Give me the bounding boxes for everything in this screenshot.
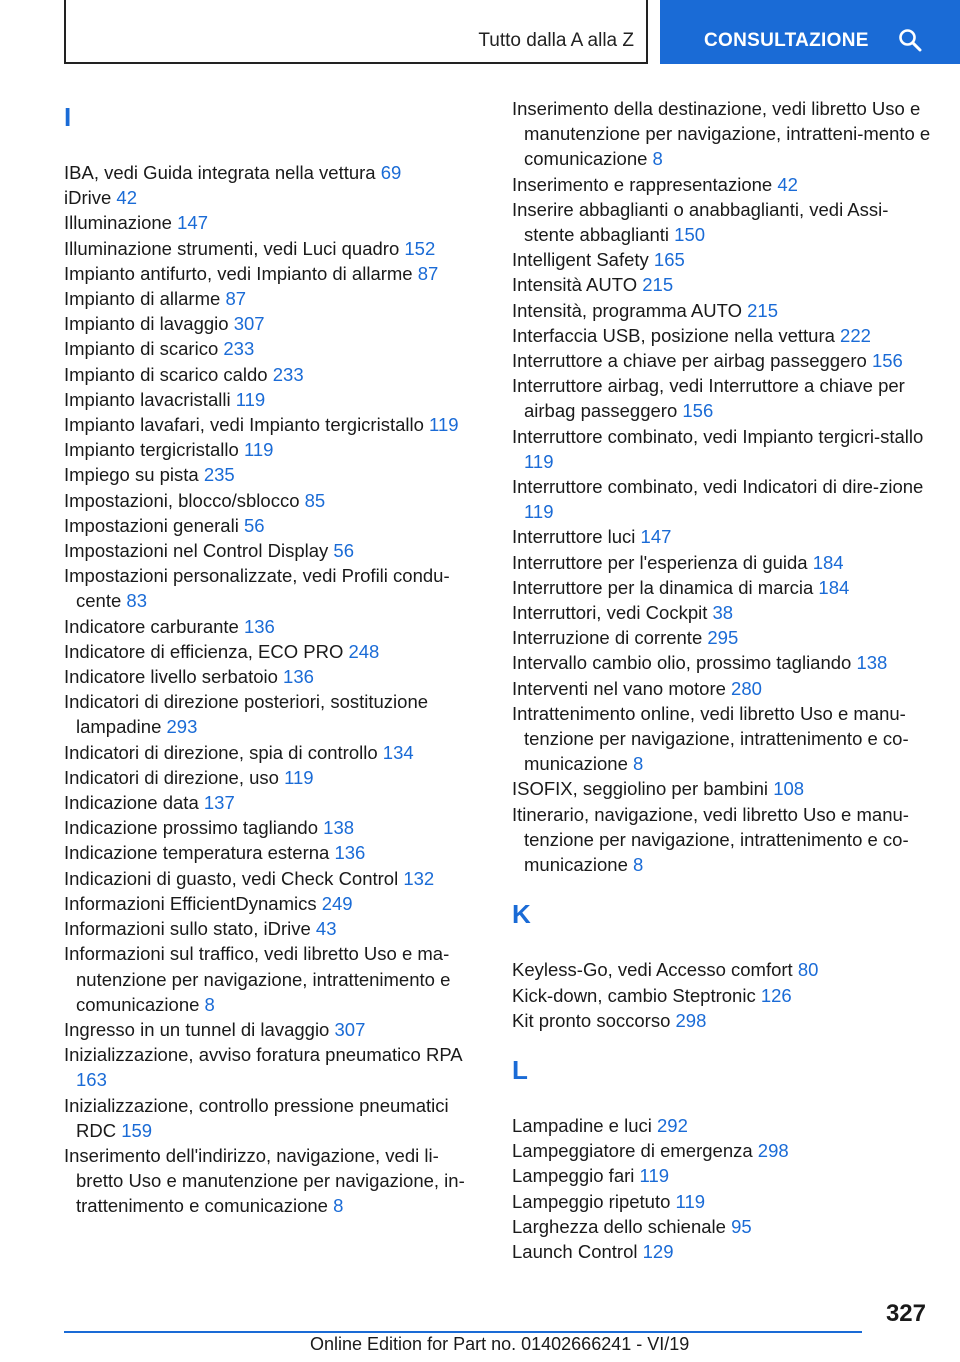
index-entry [512,1239,932,1264]
entry-page-link[interactable]: 69 [380,162,402,183]
entry-page-link[interactable]: 85 [304,489,326,511]
entry-page-link[interactable]: 42 [116,187,137,209]
index-entry [512,1138,932,1163]
index-entry [64,462,484,487]
search-icon[interactable] [898,28,922,52]
index-entry [64,236,484,261]
section-letter: K [512,899,531,930]
entry-term: Indicatori di direzione posteriori, sostituzione lampadine [64,691,429,738]
entry-term: Inserimento e rappresentazione [512,173,773,195]
entry-page-link[interactable]: 119 [235,388,266,410]
index-entry [64,639,484,664]
entry-page-link[interactable]: 147 [640,526,672,548]
entry-term: Interruttore combinato, vedi Impianto tergicri-stallo [512,425,924,447]
entry-term: Impianto antifurto, vedi Impianto di allarme [64,262,413,284]
entry-term: Impianto lavacristalli [64,388,231,410]
index-entry [512,575,932,600]
entry-page-link[interactable]: 126 [760,984,792,1006]
entry-page-link[interactable]: 298 [675,1009,707,1031]
entry-term: iDrive [64,187,112,209]
index-entry [64,412,484,437]
entry-term: Launch Control [512,1240,638,1262]
entry-term: ISOFIX, seggiolino per bambini [512,778,769,800]
entry-term: Intensità AUTO [512,274,638,296]
entry-term: Intensità, programma AUTO [512,299,742,321]
entry-page-link[interactable]: 163 [76,1069,107,1091]
entry-term: Lampeggio ripetuto [512,1190,671,1212]
entry-term: Impostazioni personalizzate, vedi Profili condu-cente [64,565,450,612]
index-entry [512,298,932,323]
entry-page-link[interactable]: 150 [674,224,706,246]
index-column-right [512,96,932,1264]
entry-page-link[interactable]: 235 [203,464,235,486]
index-entry [64,538,484,563]
index-entry [64,614,484,639]
entry-term: Intrattenimento online, vedi libretto Uso e manu-tenzione per navigazione, intrattenimento e co-municazione [512,702,909,775]
index-entry [512,776,932,801]
entry-term: Indicatore di efficienza, ECO PRO [64,640,344,662]
index-entry [512,424,932,474]
index-entry [512,247,932,272]
index-entry [512,650,932,675]
entry-term: Kick-down, cambio Steptronic [512,984,756,1006]
entry-page-link[interactable]: 152 [404,237,436,259]
index-entry [512,676,932,701]
entry-term: Lampeggiatore di emergenza [512,1140,753,1162]
entry-page-link[interactable]: 87 [417,262,439,284]
index-entry [64,941,484,1017]
index-entry [64,513,484,538]
entry-term: Indicatore carburante [64,615,239,637]
entry-page-link[interactable]: 184 [818,576,850,598]
entry-term: Ingresso in un tunnel di lavaggio [64,1018,330,1040]
entry-term: Indicatore livello serbatoio [64,666,278,688]
entry-page-link[interactable]: 129 [642,1240,674,1262]
entry-page-link[interactable]: 298 [757,1140,789,1162]
index-entry [64,840,484,865]
index-entry [64,160,484,185]
index-entry [64,916,484,941]
index-entry [64,336,484,361]
entry-page-link[interactable]: 156 [871,350,903,372]
entry-term: Intervallo cambio olio, prossimo tagliando [512,652,852,674]
index-entry [64,210,484,235]
entry-term: Indicatori di direzione, spia di controllo [64,741,378,763]
entry-term: Larghezza dello schienale [512,1215,726,1237]
entry-term: Indicazione temperatura esterna [64,842,330,864]
entry-term: Inserimento della destinazione, vedi libretto Uso e manutenzione per navigazione, intratteni-mento e comunicazione [512,98,931,170]
index-entry [512,348,932,373]
entry-page-link[interactable]: 159 [121,1119,153,1141]
entry-page-link[interactable]: 119 [524,450,554,472]
index-entry [512,96,932,172]
entry-page-link[interactable]: 136 [283,666,314,688]
entry-page-link[interactable]: 293 [166,716,198,738]
entry-page-link[interactable]: 56 [243,514,265,536]
index-entry [64,866,484,891]
entry-term: IBA, vedi Guida integrata nella vettura [64,162,376,183]
entry-term: Intelligent Safety [512,249,649,271]
entry-term: Impianto di scarico caldo [64,363,268,385]
index-entry [512,272,932,297]
entry-page-link[interactable]: 249 [321,892,353,914]
entry-page-link[interactable]: 119 [243,439,274,461]
entry-term: Indicazione prossimo tagliando [64,817,319,839]
entry-term: Interruttore luci [512,526,636,548]
entry-term: Informazioni EfficientDynamics [64,892,317,914]
entry-term: Impiego su pista [64,464,199,486]
index-section [512,1055,932,1264]
index-entry [64,286,484,311]
entry-page-link[interactable]: 8 [652,148,663,170]
entry-term: Illuminazione [64,212,172,234]
index-section [512,96,932,877]
index-entry [64,387,484,412]
entry-term: Impostazioni generali [64,514,239,536]
section-title: Tutto dalla A alla Z [478,30,634,51]
entry-term: Interruzione di corrente [512,627,703,649]
entry-page-link[interactable]: 42 [777,173,798,195]
entry-page-link[interactable]: 83 [126,590,147,612]
entry-term: Itinerario, navigazione, vedi libretto Uso e manu-tenzione per navigazione, intrattenimento e co-municazione [512,803,909,876]
entry-term: Inserire abbaglianti o anabbaglianti, vedi Assi-stente abbaglianti [512,198,889,246]
index-entry [64,1143,484,1219]
entry-page-link[interactable]: 119 [675,1190,706,1212]
index-entry [512,701,932,777]
entry-term: Interfaccia USB, posizione nella vettura [512,324,835,346]
entry-term: Lampadine e luci [512,1114,652,1136]
page-number: 327 [885,1300,926,1327]
entry-page-link[interactable]: 307 [233,313,265,335]
entry-term: Impostazioni nel Control Display [64,540,329,562]
index-entry [512,625,932,650]
entry-page-link[interactable]: 248 [348,640,380,662]
entry-term: Interruttore per l'esperienza di guida [512,551,808,573]
index-entry [512,802,932,878]
index-column-left [64,96,484,1219]
index-entry [512,957,932,982]
index-entry [512,1214,932,1239]
entry-page-link[interactable]: 43 [315,918,337,940]
entry-page-link[interactable]: 8 [204,993,215,1015]
entry-page-link[interactable]: 8 [333,1195,344,1217]
index-entry [512,172,932,197]
entry-page-link[interactable]: 56 [333,540,354,562]
index-entry [512,1008,932,1033]
entry-term: Interruttore a chiave per airbag passeggero [512,350,867,372]
entry-page-link[interactable]: 233 [272,363,304,385]
entry-page-link[interactable]: 307 [334,1018,366,1040]
entry-term: Indicazione data [64,792,199,814]
entry-term: Indicatori di direzione, uso [64,766,279,788]
entry-term: Interruttore per la dinamica di marcia [512,576,814,598]
index-entry [64,1042,484,1092]
index-entry [64,437,484,462]
entry-page-link[interactable]: 215 [747,299,778,321]
entry-page-link[interactable]: 215 [642,274,674,296]
entry-page-link[interactable]: 8 [633,753,644,775]
index-entry [64,488,484,513]
index-entry [512,600,932,625]
index-entry [512,323,932,348]
tab-label: CONSULTAZIONE [704,30,869,51]
entry-page-link[interactable]: 132 [403,867,435,889]
entry-term: Interruttore combinato, vedi Indicatori di dire-zione [512,476,924,498]
index-entry [512,197,932,247]
entry-page-link[interactable]: 233 [223,338,255,360]
entry-page-link[interactable]: 184 [812,551,844,573]
index-entry [64,261,484,286]
index-entry [64,790,484,815]
entry-term: Kit pronto soccorso [512,1009,671,1031]
entry-page-link[interactable]: 138 [323,817,355,839]
entry-term: Illuminazione strumenti, vedi Luci quadro [64,237,400,259]
index-entry [64,689,484,739]
entry-page-link[interactable]: 38 [712,602,734,624]
entry-page-link[interactable]: 136 [334,842,366,864]
index-entry [512,1113,932,1138]
index-entry [512,983,932,1008]
index-entry [64,563,484,613]
index-section [512,899,932,1033]
entry-term: Impianto tergicristallo [64,439,239,461]
entry-page-link[interactable]: 87 [225,288,247,310]
entry-term: Interruttore airbag, vedi Interruttore a chiave per airbag passeggero [512,375,905,422]
index-entry [64,311,484,336]
entry-term: Indicazioni di guasto, vedi Check Control [64,867,399,889]
index-section [64,102,484,1219]
entry-page-link[interactable]: 119 [639,1165,670,1187]
entry-page-link[interactable]: 156 [682,400,714,422]
index-entry [512,524,932,549]
section-letter: I [64,102,72,132]
entry-term: Impianto di scarico [64,338,219,360]
entry-page-link[interactable]: 119 [524,501,554,523]
index-entry [512,550,932,575]
entry-term: Keyless-Go, vedi Accesso comfort [512,959,793,981]
entry-page-link[interactable]: 165 [653,249,685,271]
entry-page-link[interactable]: 8 [633,854,644,876]
entry-page-link[interactable]: 95 [731,1215,752,1237]
index-entry [64,740,484,765]
edition-note: Online Edition for Part no. 01402666241 - VI/19 [310,1334,690,1354]
index-entry [64,664,484,689]
entry-page-link[interactable]: 147 [177,212,208,234]
entry-page-link[interactable]: 119 [284,766,314,788]
index-entry [512,1189,932,1214]
entry-page-link[interactable]: 136 [243,615,275,637]
index-entry [512,1163,932,1188]
entry-term: Impianto lavafari, vedi Impianto tergicristallo [64,414,424,436]
index-entry [64,765,484,790]
entry-term: Lampeggio fari [512,1165,635,1187]
entry-term: Interruttori, vedi Cockpit [512,602,708,624]
entry-term: Impostazioni, blocco/sblocco [64,489,300,511]
entry-term: Impianto di lavaggio [64,313,229,335]
entry-page-link[interactable]: 295 [707,627,739,649]
entry-page-link[interactable]: 280 [731,677,762,699]
entry-term: Impianto di allarme [64,288,221,310]
footer-divider [64,1331,862,1333]
entry-page-link[interactable]: 119 [429,414,459,436]
entry-term: Interventi nel vano motore [512,677,726,699]
entry-page-link[interactable]: 138 [856,652,888,674]
tab-consultazione[interactable] [660,0,960,64]
index-entry [64,185,484,210]
index-entry [512,373,932,423]
entry-term: Inserimento dell'indirizzo, navigazione, vedi li-bretto Uso e manutenzione per navigazione, in-trattenimento e comunicazione [64,1144,465,1217]
header-section-box [64,0,648,64]
entry-page-link[interactable]: 80 [797,959,819,981]
entry-term: Informazioni sullo stato, iDrive [64,918,311,940]
entry-page-link[interactable]: 137 [203,792,235,814]
entry-term: Inizializzazione, avviso foratura pneumatico RPA [64,1044,462,1066]
index-entry [512,474,932,524]
index-entry [64,891,484,916]
entry-page-link[interactable]: 292 [657,1114,688,1136]
index-entry [64,362,484,387]
index-entry [64,1017,484,1042]
section-letter: L [512,1054,528,1085]
entry-term: Inizializzazione, controllo pressione pneumatici RDC [64,1094,449,1141]
entry-term: Informazioni sul traffico, vedi libretto Uso e ma-nutenzione per navigazione, intrattenimento e comunicazione [64,943,451,1015]
entry-page-link[interactable]: 108 [773,778,805,800]
entry-page-link[interactable]: 222 [840,324,871,346]
index-entry [64,1093,484,1143]
index-entry [64,815,484,840]
entry-page-link[interactable]: 134 [382,741,414,763]
